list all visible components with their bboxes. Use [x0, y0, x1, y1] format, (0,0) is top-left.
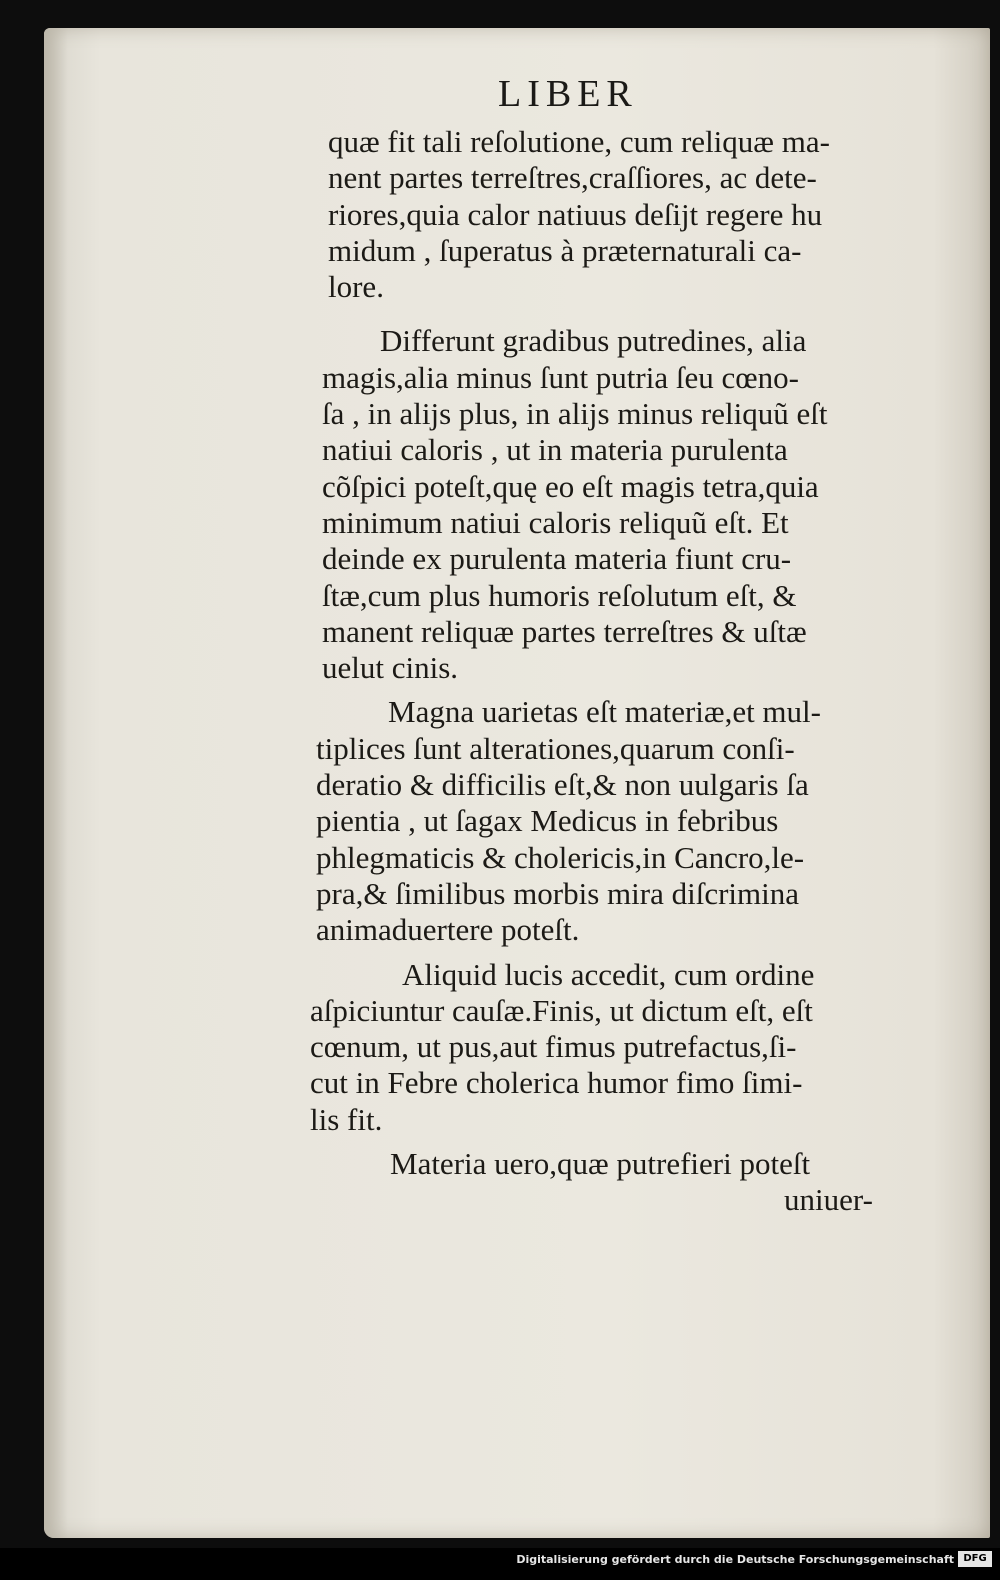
paragraph-2: [300, 323, 930, 686]
text-line: Magna uarietas eſt materiæ,et mul-: [388, 694, 821, 730]
catchword: uniuer-: [784, 1182, 873, 1218]
paragraph-5: [300, 1146, 930, 1182]
text-line: cõſpici poteſt,quę eo eſt magis tetra,quia: [322, 468, 819, 504]
paragraph-4: [300, 957, 930, 1138]
text-line: manent reliquæ partes terreſtres & uſtæ: [322, 613, 807, 649]
text-line: uelut cinis.: [322, 650, 459, 686]
text-line: minimum natiui caloris reliquũ eſt. Et: [322, 504, 789, 540]
text-line: lore.: [328, 269, 384, 305]
text-line: aſpiciuntur cauſæ.Finis, ut dictum eſt, eſt: [310, 992, 813, 1028]
text-line: ſa , in alijs plus, in alijs minus reliquũ eſt: [322, 396, 828, 432]
dfg-logo: DFG: [958, 1551, 992, 1567]
text-line: quæ fit tali reſolutione, cum reliquæ ma-: [328, 124, 830, 159]
text-line: Materia uero,quæ putrefieri poteſt: [390, 1146, 811, 1182]
text-line: pientia , ut ſagax Medicus in febribus: [316, 803, 779, 839]
page-text-block: [300, 124, 930, 1219]
text-line: ſtæ,cum plus humoris reſolutum eſt, &: [322, 577, 797, 613]
funding-credit: Digitalisierung gefördert durch die Deutsche Forschungsgemeinschaft: [516, 1553, 954, 1566]
text-line: lis fit.: [310, 1101, 383, 1137]
text-line: midum , ſuperatus à præternaturali ca-: [328, 232, 802, 268]
text-line: nent partes terreſtres,craſſiores, ac dete-: [328, 160, 817, 196]
text-line: pra,& ſimilibus morbis mira diſcrimina: [316, 875, 800, 911]
page-binding-edge: [44, 28, 68, 1538]
text-line: Differunt gradibus putredines, alia: [380, 323, 807, 359]
running-header: LIBER: [498, 73, 638, 115]
text-line: riores,quia calor natiuus deſijt regere hu: [328, 196, 823, 232]
text-line: magis,alia minus ſunt putria ſeu cœno-: [322, 359, 799, 395]
text-line: tiplices ſunt alterationes,quarum conſi-: [316, 730, 795, 766]
text-line: Aliquid lucis accedit, cum ordine: [402, 956, 815, 992]
text-line: deratio & difficilis eſt,& non uulgaris ſa: [316, 767, 809, 803]
paragraph-3: [300, 694, 930, 948]
text-line: deinde ex purulenta materia fiunt cru-: [322, 541, 792, 577]
paragraph-1: [300, 124, 930, 305]
text-line: animaduertere poteſt.: [316, 912, 580, 948]
text-line: natiui caloris , ut in materia purulenta: [322, 432, 788, 468]
text-line: cut in Febre cholerica humor fimo ſimi-: [310, 1065, 803, 1101]
text-line: cœnum, ut pus,aut fimus putrefactus,ſi-: [310, 1029, 797, 1065]
text-line: phlegmaticis & cholericis,in Cancro,le-: [316, 839, 805, 875]
